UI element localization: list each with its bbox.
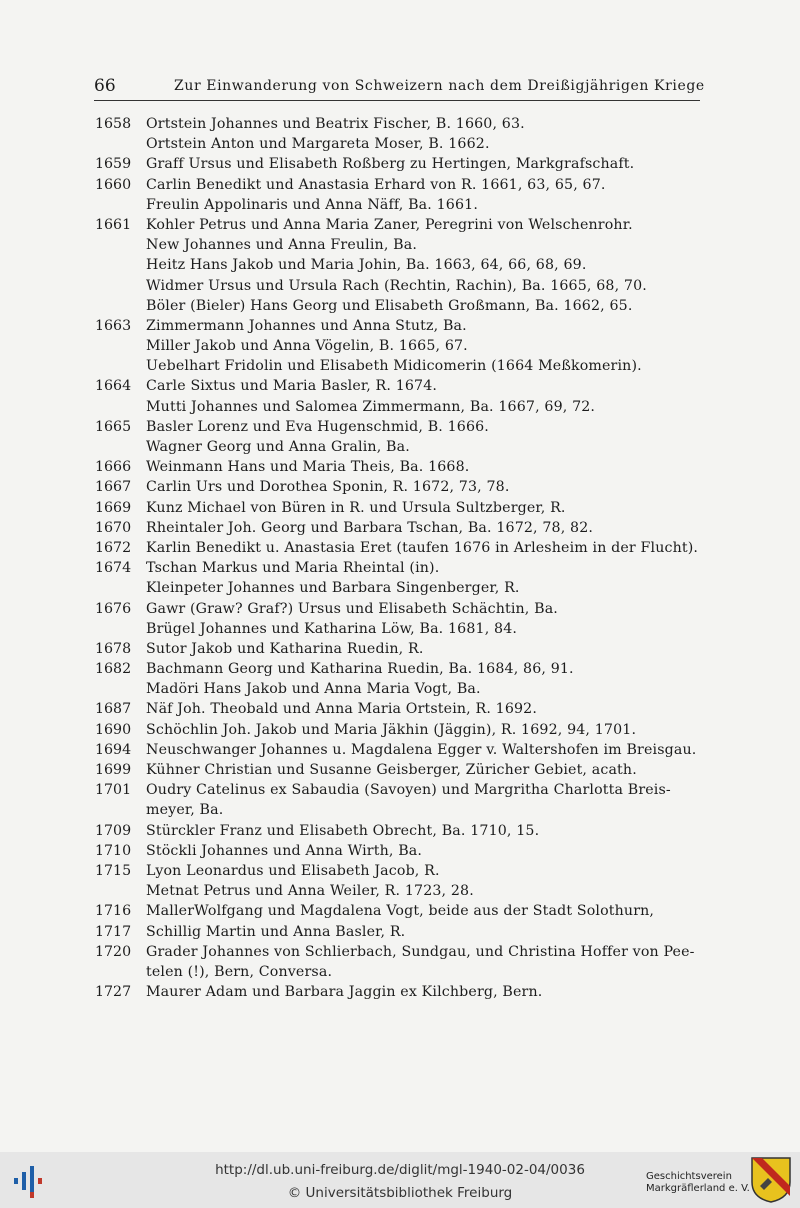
entry-row: [0, 802, 800, 822]
entry-text: Kohler Petrus und Anna Maria Zaner, Peregrini von Welschenrohr.: [146, 216, 633, 233]
page-number: 66: [94, 76, 116, 96]
entry-year: 1678: [95, 640, 132, 657]
entry-text: Näf Joh. Theobald und Anna Maria Ortstein, R. 1692.: [146, 701, 538, 718]
entry-text: Kleinpeter Johannes und Barbara Singenberger, R.: [146, 580, 520, 597]
entry-text: Madöri Hans Jakob und Anna Maria Vogt, Ba.: [146, 681, 481, 698]
entry-row: [0, 782, 800, 802]
entry-text: Karlin Benedikt u. Anastasia Eret (taufen 1676 in Arlesheim in der Flucht).: [146, 539, 699, 556]
entry-row: [0, 580, 800, 600]
entry-row: [0, 843, 800, 863]
entry-year: 1658: [95, 116, 132, 132]
entry-year: 1663: [95, 317, 132, 334]
entry-row: [0, 722, 800, 742]
entry-row: [0, 823, 800, 843]
coat-of-arms-icon: [750, 1156, 792, 1204]
entry-row: [0, 560, 800, 580]
entry-row: [0, 520, 800, 540]
entry-row: [0, 742, 800, 762]
society-name-line1: Geschichtsverein: [646, 1171, 732, 1182]
copyright-text: © Universitätsbibliothek Freiburg: [287, 1185, 513, 1201]
entry-text: Böler (Bieler) Hans Georg und Elisabeth Großmann, Ba. 1662, 65.: [146, 297, 633, 314]
entry-year: 1690: [95, 721, 132, 738]
entry-text: Ortstein Anton und Margareta Moser, B. 1662.: [146, 136, 490, 153]
entry-row: [0, 500, 800, 520]
entry-text: Metnat Petrus und Anna Weiler, R. 1723, 28.: [146, 883, 474, 900]
entry-text: Miller Jakob und Anna Vögelin, B. 1665, 67.: [146, 338, 468, 355]
entry-year: 1676: [95, 600, 132, 617]
entry-text: MallerWolfgang und Magdalena Vogt, beide aus der Stadt Solothurn,: [146, 903, 655, 920]
society-name-line2: Markgräflerland e. V.: [646, 1183, 750, 1194]
society-name: [646, 1171, 750, 1195]
entry-year: 1717: [95, 923, 132, 940]
entry-text: Carle Sixtus und Maria Basler, R. 1674.: [146, 378, 438, 395]
entry-text: Wagner Georg und Anna Gralin, Ba.: [146, 439, 410, 455]
document-url-link[interactable]: http://dl.ub.uni-freiburg.de/diglit/mgl-1940-02-04/0036: [215, 1162, 585, 1178]
entry-row: [0, 318, 800, 338]
entry-row: [0, 601, 800, 621]
entry-row: [0, 479, 800, 499]
running-title: Zur Einwanderung von Schweizern nach dem Dreißigjährigen Kriege: [174, 78, 705, 94]
entry-row: [0, 237, 800, 257]
page-header: [94, 76, 705, 101]
entry-text: Oudry Catelinus ex Sabaudia (Savoyen) und Margritha Charlotta Breis-: [146, 782, 671, 799]
entry-text: Tschan Markus und Maria Rheintal (in).: [146, 560, 440, 577]
entry-year: 1659: [95, 156, 132, 173]
entry-row: [0, 701, 800, 721]
entry-row: [0, 298, 800, 318]
entry-text: Schillig Martin und Anna Basler, R.: [146, 923, 406, 940]
entry-row: [0, 278, 800, 298]
entry-text: Gawr (Graw? Graf?) Ursus und Elisabeth Schächtin, Ba.: [146, 600, 558, 617]
entry-text: New Johannes und Anna Freulin, Ba.: [146, 237, 417, 254]
entry-text: telen (!), Bern, Conversa.: [146, 963, 333, 980]
entry-year: 1672: [95, 539, 132, 556]
entry-row: [0, 156, 800, 176]
entry-row: [0, 136, 800, 156]
entry-text: Schöchlin Joh. Jakob und Maria Jäkhin (Jäggin), R. 1692, 94, 1701.: [146, 721, 637, 738]
entry-row: [0, 863, 800, 883]
entry-text: Grader Johannes von Schlierbach, Sundgau, und Christina Hoffer von Pee-: [146, 943, 695, 960]
entry-text: Kunz Michael von Büren in R. und Ursula Sultzberger, R.: [146, 499, 566, 516]
entry-row: [0, 439, 800, 459]
entry-year: 1682: [95, 661, 132, 678]
entry-row: [0, 540, 800, 560]
entry-text: Freulin Appolinaris und Anna Näff, Ba. 1661.: [146, 196, 478, 213]
entry-row: [0, 116, 800, 136]
entry-text: Uebelhart Fridolin und Elisabeth Midicomerin (1664 Meßkomerin).: [146, 358, 642, 375]
entry-row: [0, 459, 800, 479]
entry-year: 1665: [95, 418, 132, 435]
entry-row: [0, 378, 800, 398]
entry-row: [0, 681, 800, 701]
entry-year: 1661: [95, 216, 132, 233]
entry-row: [0, 177, 800, 197]
entry-text: Maurer Adam und Barbara Jaggin ex Kilchberg, Bern.: [146, 984, 543, 1001]
entry-row: [0, 984, 800, 1004]
entry-text: Zimmermann Johannes und Anna Stutz, Ba.: [146, 317, 467, 334]
entry-row: [0, 762, 800, 782]
entry-year: 1715: [95, 862, 132, 879]
entry-year: 1701: [95, 782, 132, 799]
entry-row: [0, 217, 800, 237]
entry-text: Kühner Christian und Susanne Geisberger, Züricher Gebiet, acath.: [146, 762, 637, 778]
entry-row: [0, 903, 800, 923]
entry-text: Carlin Urs und Dorothea Sponin, R. 1672, 73, 78.: [146, 479, 510, 496]
entry-row: [0, 399, 800, 419]
entry-row: [0, 338, 800, 358]
entry-row: [0, 621, 800, 641]
entry-text: Lyon Leonardus und Elisabeth Jacob, R.: [146, 862, 440, 879]
entry-row: [0, 257, 800, 277]
entry-year: 1709: [95, 822, 132, 839]
entry-text: Ortstein Johannes und Beatrix Fischer, B. 1660, 63.: [146, 116, 525, 132]
entry-year: 1669: [95, 499, 132, 516]
entry-row: [0, 964, 800, 984]
entry-year: 1720: [95, 943, 132, 960]
entry-row: [0, 419, 800, 439]
entry-year: 1699: [95, 762, 132, 778]
entry-year: 1674: [95, 560, 132, 577]
entry-row: [0, 924, 800, 944]
entry-year: 1710: [95, 842, 132, 859]
entry-year: 1694: [95, 741, 132, 758]
entry-text: Rheintaler Joh. Georg und Barbara Tschan, Ba. 1672, 78, 82.: [146, 519, 594, 536]
entry-list: [0, 116, 800, 1004]
entry-year: 1664: [95, 378, 132, 395]
entry-year: 1670: [95, 519, 132, 536]
entry-year: 1666: [95, 459, 132, 476]
entry-text: Brügel Johannes und Katharina Löw, Ba. 1681, 84.: [146, 620, 518, 637]
entry-text: Heitz Hans Jakob und Maria Johin, Ba. 1663, 64, 66, 68, 69.: [146, 257, 587, 274]
entry-text: Stöckli Johannes und Anna Wirth, Ba.: [146, 842, 423, 859]
entry-text: Neuschwanger Johannes u. Magdalena Egger v. Waltershofen im Breisgau.: [146, 741, 697, 758]
entry-text: meyer, Ba.: [146, 802, 224, 819]
footer-bar: [0, 1152, 800, 1208]
entry-text: Mutti Johannes und Salomea Zimmermann, Ba. 1667, 69, 72.: [146, 398, 596, 415]
entry-year: 1687: [95, 701, 132, 718]
entry-year: 1660: [95, 176, 132, 193]
entry-text: Widmer Ursus und Ursula Rach (Rechtin, Rachin), Ba. 1665, 68, 70.: [146, 277, 647, 294]
entry-year: 1716: [95, 903, 132, 920]
entry-row: [0, 358, 800, 378]
entry-text: Sutor Jakob und Katharina Ruedin, R.: [146, 640, 424, 657]
entry-text: Stürckler Franz und Elisabeth Obrecht, Ba. 1710, 15.: [146, 822, 540, 839]
entry-text: Graff Ursus und Elisabeth Roßberg zu Hertingen, Markgrafschaft.: [146, 156, 635, 173]
entry-year: 1727: [95, 984, 132, 1001]
entry-text: Weinmann Hans und Maria Theis, Ba. 1668.: [146, 459, 470, 476]
entry-row: [0, 641, 800, 661]
entry-year: 1667: [95, 479, 132, 496]
entry-text: Bachmann Georg und Katharina Ruedin, Ba. 1684, 86, 91.: [146, 661, 574, 678]
entry-row: [0, 883, 800, 903]
entry-row: [0, 197, 800, 217]
entry-text: Basler Lorenz und Eva Hugenschmid, B. 1666.: [146, 418, 489, 435]
entry-row: [0, 661, 800, 681]
entry-text: Carlin Benedikt und Anastasia Erhard von R. 1661, 63, 65, 67.: [146, 176, 606, 193]
entry-row: [0, 944, 800, 964]
